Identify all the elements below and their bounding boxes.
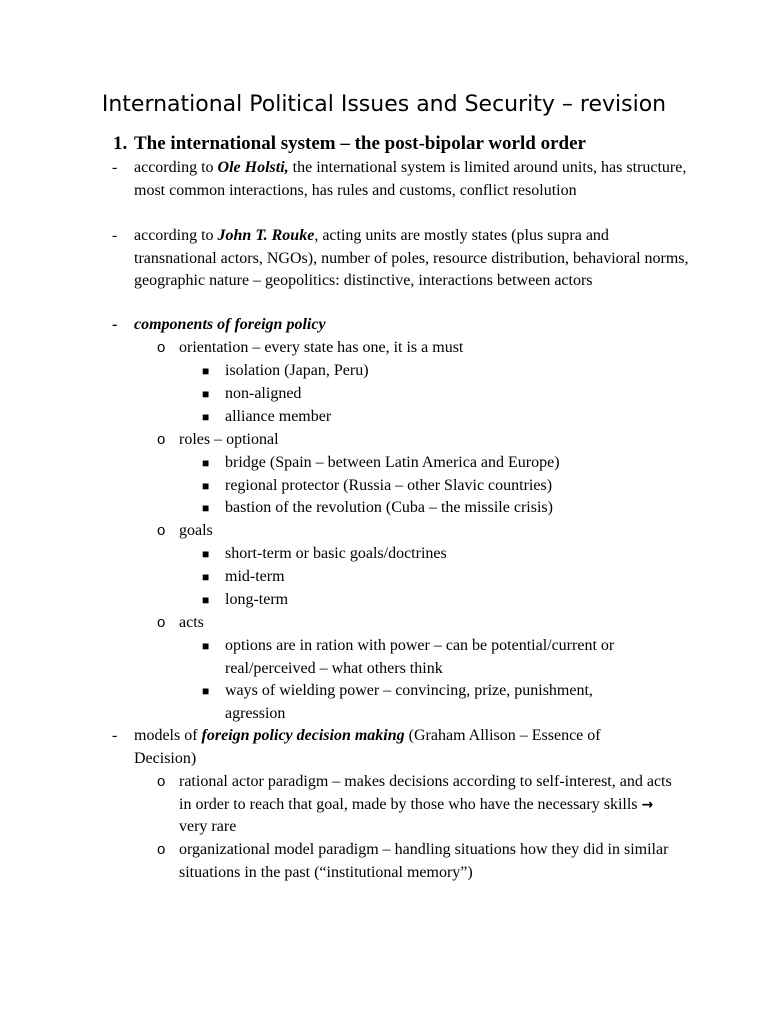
list-item-alliance: alliance member [225,408,332,425]
bullet-square: ■ [202,570,210,584]
list-item-holsti: according to Ole Holsti, the international system is limited around units, has structure, most common interactions, has rules and customs, conflict resolution [134,159,687,199]
list-item-goals: goals [179,522,213,539]
bullet-square: ■ [202,639,210,653]
list-item-bastion: bastion of the revolution (Cuba – the missile crisis) [225,499,553,516]
list-item-options: options are in ration with power – can be potential/current or real/perceived – what others think [225,637,615,677]
author-name: John T. Rouke [217,227,315,244]
bullet-dash: - [112,159,118,176]
document-title: International Political Issues and Security – revision [101,92,667,117]
list-item-long-term: long-term [225,591,289,608]
section-title: The international system – the post-bipolar world order [134,133,586,154]
bullet-square: ■ [202,410,210,424]
bullet-square: ■ [202,684,210,698]
list-item-mid-term: mid-term [225,568,285,585]
arrow-right-icon: → [641,796,654,813]
bullet-circle: o [157,841,166,858]
list-item-organizational: organizational model paradigm – handling situations how they did in similar situations in the past (“institutional memory”) [179,841,669,881]
bullet-square: ■ [202,479,210,493]
list-item-components: components of foreign policy [134,316,326,333]
bullet-square: ■ [202,456,210,470]
bullet-dash: - [112,727,118,744]
bullet-dash: - [112,316,118,333]
bullet-dash: - [112,227,118,244]
bullet-square: ■ [202,387,210,401]
bullet-circle: o [157,431,166,448]
list-item-bridge: bridge (Spain – between Latin America and Europe) [225,454,560,471]
list-item-models: models of foreign policy decision making (Graham Allison – Essence of Decision) [134,727,601,767]
section-heading [113,132,586,156]
list-item-short-term: short-term or basic goals/doctrines [225,545,447,562]
bullet-square: ■ [202,593,210,607]
list-item-non-aligned: non-aligned [225,385,302,402]
bullet-circle: o [157,339,166,356]
bullet-circle: o [157,522,166,539]
bullet-square: ■ [202,547,210,561]
author-name: Ole Holsti, [217,159,289,176]
bullet-square: ■ [202,501,210,515]
bullet-circle: o [157,614,166,631]
list-item-acts: acts [179,614,204,631]
list-item-roles: roles – optional [179,431,279,448]
list-item-regional-protector: regional protector (Russia – other Slavic countries) [225,477,553,494]
section-number: 1. [113,133,128,154]
bullet-circle: o [157,773,166,790]
list-item-wielding-power: ways of wielding power – convincing, prize, punishment, agression [225,682,593,722]
list-item-orientation: orientation – every state has one, it is a must [179,339,464,356]
list-item-rouke: according to John T. Rouke, acting units are mostly states (plus supra and transnational actors, NGOs), number of poles, resource distribution, behavioral norms, geographic nature – geopolitics: distinctive, interactions between actors [134,227,689,289]
list-item-rational-actor: rational actor paradigm – makes decisions according to self-interest, and acts in order to reach that goal, made by those who have the necessary skills → very rare [179,773,672,835]
list-item-isolation: isolation (Japan, Peru) [225,362,369,379]
bullet-square: ■ [202,364,210,378]
